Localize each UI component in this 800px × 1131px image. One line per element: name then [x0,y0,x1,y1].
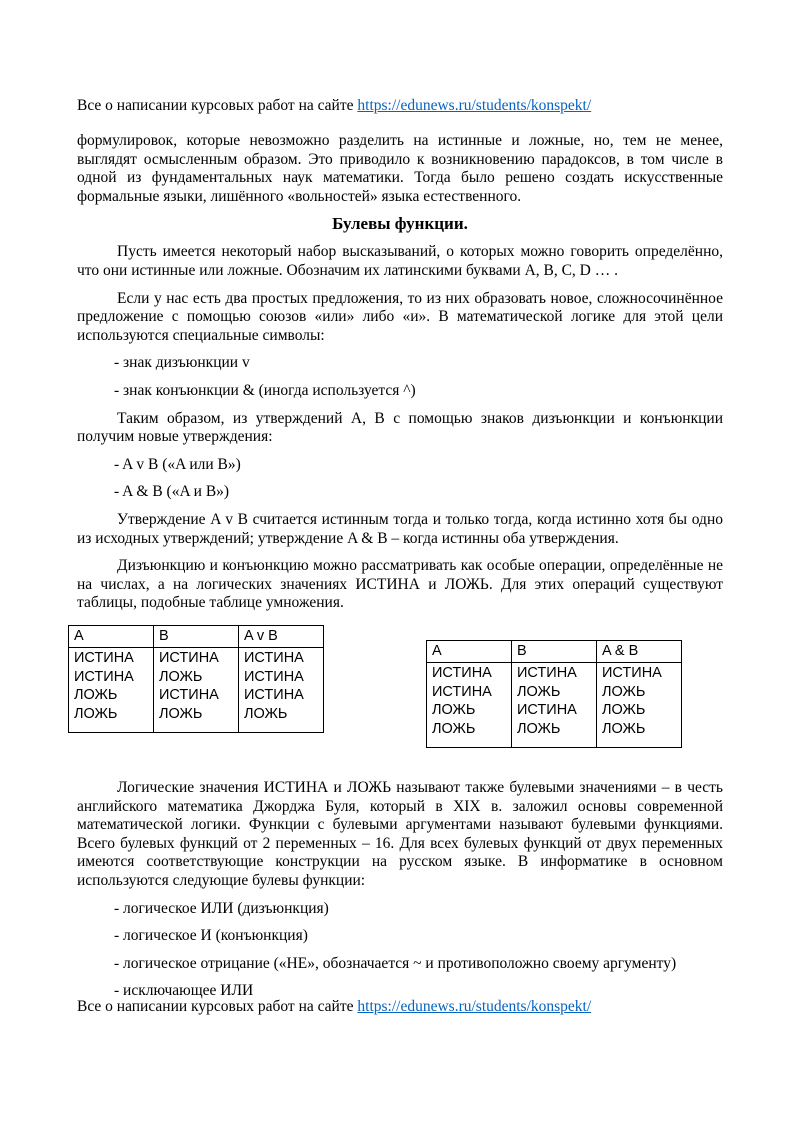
paragraph-intro: формулировок, которые невозможно разделить на истинные и ложные, но, тем не менее, выглядят осмысленным образом. Это приводило к возникновению парадоксов, в том числе в одной из фундаментальных наук математики. Тогда было решено создать искусственные формальные языки, лишённого «вольностей» языка естественного. [77,132,723,205]
list-item-logical-and: - логическое И (конъюнкция) [114,927,308,945]
table-cell [512,663,597,748]
cell-value: ЛОЖЬ [159,668,203,685]
section-heading: Булевы функции. [332,214,468,234]
cell-value: ИСТИНА [159,650,219,666]
header-text: Все о написании курсовых работ на сайте [77,97,358,114]
cell-value: ИСТИНА [517,665,577,681]
table-header-cell: B [154,626,239,648]
table-cell [154,648,239,733]
cell-value: ИСТИНА [602,665,662,681]
footer-link[interactable]: https://edunews.ru/students/konspekt/ [357,998,592,1015]
cell-value: ЛОЖЬ [602,683,646,700]
cell-value: ЛОЖЬ [517,720,561,737]
paragraph-3: Таким образом, из утверждений A, B с помощью знаков дизъюнкции и конъюнкции получим новые утверждения: [77,409,723,446]
cell-value: ЛОЖЬ [432,702,476,718]
table-header-cell: B [512,641,597,663]
cell-value: ЛОЖЬ [74,705,118,722]
truth-table-and [426,640,682,748]
paragraph-5: Дизъюнкцию и конъюнкцию можно рассматривать как особые операции, определённые не на числах, а на логических значениях ИСТИНА и ЛОЖЬ. Для этих операций существуют таблицы, подобные таблице умножения. [77,557,723,612]
table-row [69,648,324,733]
table-header-cell: A & B [597,641,682,663]
cell-value: ЛОЖЬ [244,705,288,722]
cell-value: ЛОЖЬ [602,702,646,718]
cell-value: ИСТИНА [517,702,577,718]
page-header [77,96,591,116]
cell-value: ИСТИНА [74,650,134,666]
table-cell [239,648,324,733]
table-header-cell: A [69,626,154,648]
table-header-row [69,626,324,648]
list-item-disjunction: - знак дизъюнкции v [114,354,250,372]
list-item-xor: - исключающее ИЛИ [114,982,254,1000]
cell-value: ЛОЖЬ [602,720,646,737]
cell-value: ИСТИНА [432,683,492,700]
table-cell [597,663,682,748]
cell-value: ИСТИНА [244,687,304,703]
cell-value: ИСТИНА [244,650,304,666]
paragraph-2: Если у нас есть два простых предложения, то из них образовать новое, сложносочинённое предложение с помощью союзов «или» либо «и». В математической логике для этой цели используются специальные символы: [77,289,723,344]
paragraph-6: Логические значения ИСТИНА и ЛОЖЬ называют также булевыми значениями – в честь английского математика Джорджа Буля, который в XIX в. заложил основы современной математической логики. Функции с булевыми аргументами называют булевыми функциями. Всего булевых функций от 2 переменных – 16. Для всех булевых функций от двух переменных имеются соответствующие конструкции на русском языке. В информатике в основном используются следующие булевы функции: [77,779,723,889]
paragraph-1: Пусть имеется некоторый набор высказываний, о которых можно говорить определённо, что они истинные или ложные. Обозначим их латинскими буквами A, B, C, D … . [77,243,723,279]
page-footer [77,997,591,1017]
table-header-cell: A [427,641,512,663]
truth-table-or [68,625,324,733]
footer-text: Все о написании курсовых работ на сайте [77,998,358,1015]
list-item-logical-not: - логическое отрицание («НЕ», обозначается ~ и противоположно своему аргументу) [114,954,677,972]
header-link[interactable]: https://edunews.ru/students/konspekt/ [357,97,592,114]
cell-value: ИСТИНА [159,687,219,703]
table-header-row [427,641,682,663]
cell-value: ЛОЖЬ [159,705,203,722]
cell-value: ИСТИНА [244,668,304,685]
main-text [77,132,723,613]
table-header-cell: A v B [239,626,324,648]
table-cell [427,663,512,748]
paragraph-4: Утверждение A v B считается истинным тогда и только тогда, когда истинно хотя бы одно из исходных утверждений; утверждение A & B – когда истинны оба утверждения. [77,510,723,547]
cell-value: ЛОЖЬ [517,683,561,700]
list-item-conjunction: - знак конъюнкции & (иногда используется ^) [114,381,416,399]
list-item-logical-or: - логическое ИЛИ (дизъюнкция) [114,899,329,917]
cell-value: ИСТИНА [432,665,492,681]
lower-text [77,779,723,1001]
table-cell [69,648,154,733]
cell-value: ИСТИНА [74,668,134,685]
list-item-or-example: - A v B («A или B») [114,455,241,473]
list-item-and-example: - A & B («A и B») [114,483,230,501]
table-row [427,663,682,748]
cell-value: ЛОЖЬ [74,687,118,703]
cell-value: ЛОЖЬ [432,720,476,737]
